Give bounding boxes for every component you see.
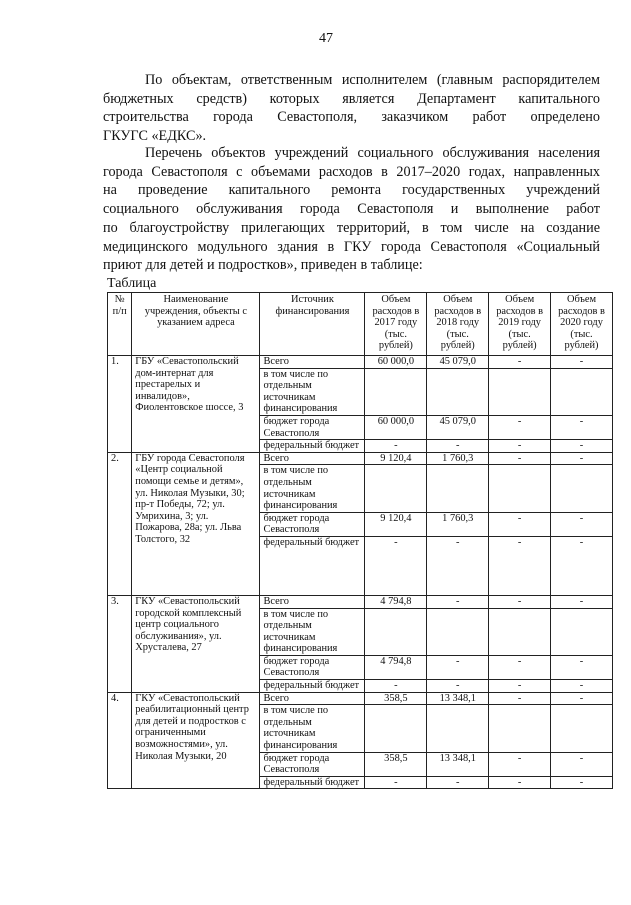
value-2018: - xyxy=(427,440,489,453)
value-2020: - xyxy=(551,536,613,595)
value-2018: 1 760,3 xyxy=(427,452,489,465)
value-2018 xyxy=(427,465,489,512)
value-2020 xyxy=(551,465,613,512)
source-label: в том числе по отдельным источникам финансирования xyxy=(260,608,365,655)
institution-name: ГБУ «Севастопольский дом-интернат для престарелых и инвалидов», Фиолентовское шоссе, 3 xyxy=(132,356,260,453)
value-2020: - xyxy=(551,692,613,705)
value-2017: - xyxy=(365,440,427,453)
value-2019: - xyxy=(489,680,551,693)
value-2018 xyxy=(427,368,489,415)
value-2020: - xyxy=(551,415,613,439)
institution-name: ГБУ города Севастополя «Центр социальной помощи семье и детям», ул. Николая Музыки, 30; пр-т Победы, 72; ул. Умрихина, 3; ул. Пожарова, 28а; ул. Льва Толстого, 32 xyxy=(132,452,260,595)
paragraph-line: на проведение капитального ремонта государственных учреждений xyxy=(103,182,600,199)
page-number: 47 xyxy=(319,31,333,46)
value-2017: 9 120,4 xyxy=(365,452,427,465)
source-label: федеральный бюджет xyxy=(260,440,365,453)
value-2017: 358,5 xyxy=(365,752,427,776)
value-2018 xyxy=(427,705,489,752)
paragraph-line: города Севастополя с объемами расходов в 2017–2020 годах, направленных xyxy=(103,163,600,180)
value-2019 xyxy=(489,368,551,415)
value-2018: 1 760,3 xyxy=(427,512,489,536)
value-2020 xyxy=(551,705,613,752)
value-2019: - xyxy=(489,452,551,465)
value-2019 xyxy=(489,465,551,512)
value-2019: - xyxy=(489,655,551,679)
table-row xyxy=(108,356,613,369)
value-2018: - xyxy=(427,655,489,679)
value-2017: 9 120,4 xyxy=(365,512,427,536)
source-label: в том числе по отдельным источникам финансирования xyxy=(260,705,365,752)
value-2017: - xyxy=(365,776,427,789)
paragraph-line: Перечень объектов учреждений социального обслуживания населения xyxy=(145,145,600,161)
value-2019: - xyxy=(489,595,551,608)
table-row xyxy=(108,452,613,465)
paragraph-line: по благоустройству прилегающих территорий, в том числе на создание xyxy=(103,219,600,236)
row-number: 1. xyxy=(108,356,132,453)
source-label: федеральный бюджет xyxy=(260,776,365,789)
value-2018: 13 348,1 xyxy=(427,752,489,776)
value-2020: - xyxy=(551,776,613,789)
source-label: Всего xyxy=(260,595,365,608)
value-2017: - xyxy=(365,680,427,693)
value-2017 xyxy=(365,705,427,752)
value-2018: - xyxy=(427,680,489,693)
value-2019: - xyxy=(489,440,551,453)
value-2020 xyxy=(551,608,613,655)
row-number: 3. xyxy=(108,595,132,692)
institution-name: ГКУ «Севастопольский городской комплексный центр социального обслуживания», ул. Хрусталева, 27 xyxy=(132,595,260,692)
value-2019 xyxy=(489,705,551,752)
value-2017: - xyxy=(365,536,427,595)
source-label: в том числе по отдельным источникам финансирования xyxy=(260,465,365,512)
source-label: бюджет города Севастополя xyxy=(260,512,365,536)
value-2020: - xyxy=(551,452,613,465)
value-2020: - xyxy=(551,752,613,776)
header-2020: Объем расходов в 2020 году (тыс. рублей) xyxy=(551,293,613,356)
source-label: бюджет города Севастополя xyxy=(260,415,365,439)
header-name: Наименование учреждения, объекты с указанием адреса xyxy=(132,293,260,356)
value-2020: - xyxy=(551,680,613,693)
paragraph-line: социального обслуживания города Севастополя и выполнение работ xyxy=(103,201,600,218)
value-2018: - xyxy=(427,595,489,608)
value-2018: 13 348,1 xyxy=(427,692,489,705)
source-label: федеральный бюджет xyxy=(260,680,365,693)
source-label: Всего xyxy=(260,692,365,705)
value-2019: - xyxy=(489,776,551,789)
value-2017 xyxy=(365,608,427,655)
value-2018: 45 079,0 xyxy=(427,415,489,439)
value-2017: 4 794,8 xyxy=(365,595,427,608)
value-2017: 4 794,8 xyxy=(365,655,427,679)
source-label: федеральный бюджет xyxy=(260,536,365,595)
paragraph-line: медицинского модульного здания в ГКУ города Севастополя «Социальный xyxy=(103,238,600,255)
row-number: 4. xyxy=(108,692,132,789)
value-2020 xyxy=(551,368,613,415)
value-2019: - xyxy=(489,752,551,776)
paragraph-line: ГКУГС «ЕДКС». xyxy=(103,128,207,145)
row-number: 2. xyxy=(108,452,132,595)
value-2017 xyxy=(365,465,427,512)
paragraph-list-intro xyxy=(103,144,600,275)
table-header-row xyxy=(108,293,613,356)
paragraph-executors xyxy=(103,71,600,146)
source-label: бюджет города Севастополя xyxy=(260,655,365,679)
value-2019: - xyxy=(489,536,551,595)
value-2020: - xyxy=(551,595,613,608)
value-2020: - xyxy=(551,440,613,453)
source-label: бюджет города Севастополя xyxy=(260,752,365,776)
paragraph-line: бюджетных средств) которых является Департамент капитального xyxy=(103,90,600,107)
header-2018: Объем расходов в 2018 году (тыс. рублей) xyxy=(427,293,489,356)
value-2018: 45 079,0 xyxy=(427,356,489,369)
source-label: в том числе по отдельным источникам финансирования xyxy=(260,368,365,415)
table-caption: Таблица xyxy=(107,276,157,291)
paragraph-line: По объектам, ответственным исполнителем (главным распорядителем xyxy=(145,72,600,88)
value-2019: - xyxy=(489,512,551,536)
header-2019: Объем расходов в 2019 году (тыс. рублей) xyxy=(489,293,551,356)
header-2017: Объем расходов в 2017 году (тыс. рублей) xyxy=(365,293,427,356)
value-2019: - xyxy=(489,692,551,705)
value-2019: - xyxy=(489,356,551,369)
value-2019 xyxy=(489,608,551,655)
value-2018 xyxy=(427,608,489,655)
header-num: № п/п xyxy=(108,293,132,356)
value-2018: - xyxy=(427,536,489,595)
paragraph-line: строительства города Севастополя, заказчиком работ определено xyxy=(103,109,600,126)
expenses-table xyxy=(107,292,613,789)
value-2019: - xyxy=(489,415,551,439)
table-row xyxy=(108,595,613,608)
value-2018: - xyxy=(427,776,489,789)
source-label: Всего xyxy=(260,452,365,465)
value-2017 xyxy=(365,368,427,415)
source-label: Всего xyxy=(260,356,365,369)
paragraph-line: приют для детей и подростков», приведен в таблице: xyxy=(103,257,423,274)
value-2017: 60 000,0 xyxy=(365,356,427,369)
institution-name: ГКУ «Севастопольский реабилитационный центр для детей и подростков с ограниченными возможностями», ул. Николая Музыки, 20 xyxy=(132,692,260,789)
value-2020: - xyxy=(551,655,613,679)
value-2017: 358,5 xyxy=(365,692,427,705)
value-2020: - xyxy=(551,512,613,536)
value-2020: - xyxy=(551,356,613,369)
value-2017: 60 000,0 xyxy=(365,415,427,439)
header-source: Источник финансирования xyxy=(260,293,365,356)
table-row xyxy=(108,692,613,705)
